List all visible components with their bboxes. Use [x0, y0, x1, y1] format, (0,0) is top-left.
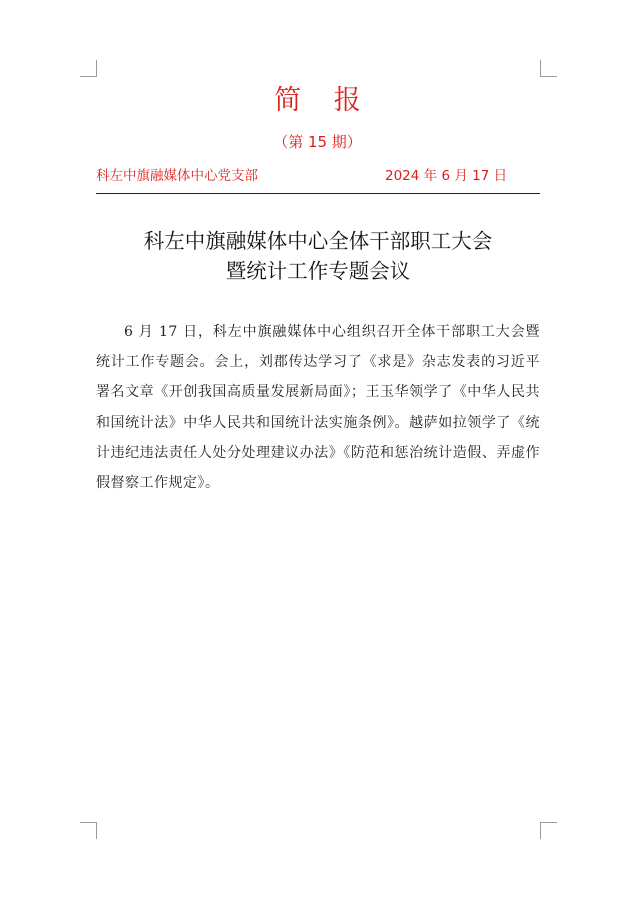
header-divider	[96, 193, 540, 194]
crop-mark-bottom-right	[540, 822, 557, 839]
crop-mark-top-left	[80, 60, 97, 77]
crop-mark-top-right	[540, 60, 557, 77]
crop-mark-bottom-left	[80, 822, 97, 839]
article-title	[96, 226, 540, 286]
bulletin-date: 2024 年 6 月 17 日	[385, 168, 508, 184]
organization-name: 科左中旗融媒体中心党支部	[96, 168, 258, 184]
bulletin-header-row	[96, 166, 540, 186]
issue-number: （第 15 期）	[273, 133, 362, 151]
bulletin-title: 简 报	[274, 85, 373, 116]
article-title-line-2: 暨统计工作专题会议	[225, 259, 411, 283]
article-body: 6 月 17 日，科左中旗融媒体中心组织召开全体干部职工大会暨统计工作专题会。会上，刘郡传达学习了《求是》杂志发表的习近平署名文章《开创我国高质量发展新局面》；王玉华领学了《中华人民共和国统计法》中华人民共和国统计法实施条例》。越萨如拉领学了《统计违纪违法责任人处分处理建议办法》《防范和惩治统计造假、弄虚作假督察工作规定》。	[96, 324, 540, 492]
article-title-line-1: 科左中旗融媒体中心全体干部职工大会	[143, 229, 493, 253]
